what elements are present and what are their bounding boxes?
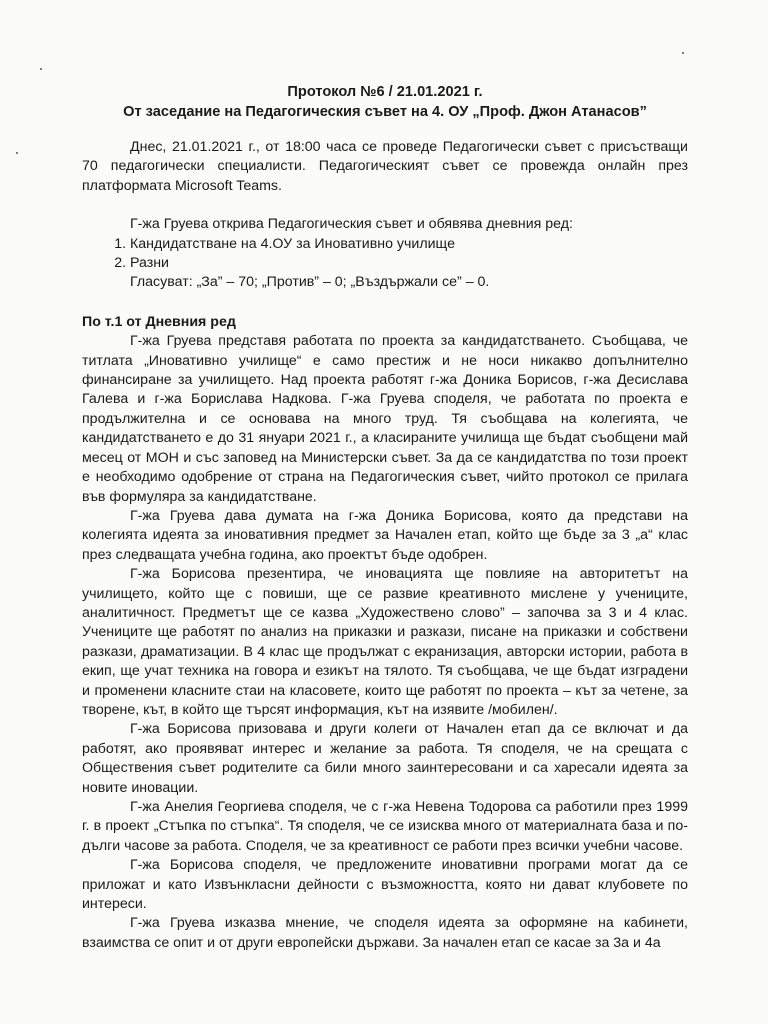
body-paragraph: Г-жа Борисова споделя, че предложените иновативни програми могат да се приложат и като Извънкласни дейности с възможността, която ни дават клубовете по интереси. <box>82 857 688 913</box>
document-page <box>82 82 688 953</box>
spacer <box>82 196 688 215</box>
body-paragraph: Г-жа Груева дава думата на г-жа Доника Борисова, която да представи на колегията идеята за иновативния предмет за Начален етап, който ще бъде за 3 „а“ клас през следващата учебна година, ако проектът бъде одобрен. <box>82 507 688 563</box>
body-paragraph: Г-жа Груева изказва мнение, че споделя идеята за оформяне на кабинети, взаимства се опит и от други европейски държави. За начален етап се касае за 3а и 4а <box>82 915 688 951</box>
protocol-subtitle: От заседание на Педагогическия съвет на 4. ОУ „Проф. Джон Атанасов” <box>123 104 647 120</box>
body-paragraph: Г-жа Борисова презентира, че иновацията ще повлияе на авторитетът на училището, който ще с повиши, ще се развие креативното мислене у учениците, аналитичност. Предметът ще се казва „Художествено слово” – започва за 3 и 4 клас. Учениците ще работят по анализ на приказки и разкази, писане на приказки и собствени разкази, драматизации. В 4 клас ще продължат с екранизация, авторски истории, работа в екип, ще учат техника на говора и езикът на тялото. Тя съобщава, че ще бъдат изградени и променени класните стаи на класовете, които ще работят по проекта – кът за четене, за творене, кът, в който ще търсят информация, кът на изявите /мобилен/. <box>82 566 688 718</box>
protocol-title: Протокол №6 / 21.01.2021 г. <box>287 84 483 100</box>
intro-paragraph: Днес, 21.01.2021 г., от 18:00 часа се проведе Педагогически съвет с присъстващи 70 педагогически специалисти. Педагогическият съвет се провежда онлайн през платформата Microsoft Teams. <box>82 139 688 194</box>
agenda-item: 2. Разни <box>130 254 688 273</box>
scan-speck <box>16 152 18 154</box>
agenda-item: 1. Кандидатстване на 4.ОУ за Иновативно училище <box>130 235 688 254</box>
agenda-vote: Гласуват: „За” – 70; „Против” – 0; „Въздържали се” – 0. <box>130 274 490 291</box>
body-paragraph: Г-жа Груева представя работата по проекта за кандидатстването. Съобщава, че титлата „Иновативно училище“ е само престиж и не носи никакво допълнително финансиране за училището. Над проекта работят г-жа Доника Борисов, г-жа Десислава Галева и г-жа Борислава Надкова. Г-жа Груева споделя, че работата по проекта е продължителна и се основава на много труд. Тя съобщава на колегията, че кандидатстването е до 31 януари 2021 г., а класираните училища ще бъдат съобщени май месец от МОН и със заповед на Министерски съвет. За да се кандидатства по този проект е необходимо одобрение от страна на Педагогическия съвет, чийто протокол се прилага във формуляра за кандидатстване. <box>82 333 688 505</box>
body-paragraph: Г-жа Борисова призовава и други колеги от Начален етап да се включат и да работят, ако проявяват интерес и желание за работа. Тя споделя, че на срещата с Обществения съвет родителите са били много заинтересовани и са харесали идеята за новите иновации. <box>82 721 688 796</box>
scan-speck <box>682 52 684 54</box>
section-heading: По т.1 от Дневния ред <box>82 313 236 330</box>
body-paragraph: Г-жа Анелия Георгиева споделя, че с г-жа Невена Тодорова са работили през 1999 г. в проект „Стъпка по стъпка“. Тя споделя, че се изисква много от материалната база и по-дълги часове за работа. Споделя, че за креативност се работи през всички учебни часове. <box>82 799 688 854</box>
agenda-opening: Г-жа Груева открива Педагогическия съвет и обявява дневния ред: <box>130 216 573 233</box>
agenda-list <box>82 235 688 274</box>
scan-speck <box>40 68 42 70</box>
